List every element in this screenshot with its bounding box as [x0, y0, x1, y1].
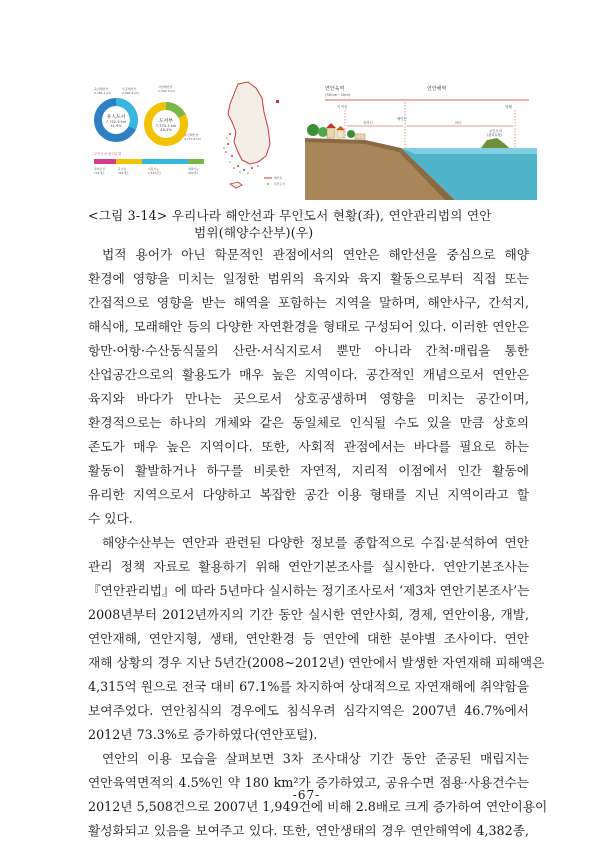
svg-text:134개소: 134개소	[94, 171, 105, 175]
label-land-line: 육역선	[363, 121, 373, 125]
svg-text:준보전: 준보전	[118, 167, 127, 171]
caption-line-1: <그림 3-14> 우리나라 해안선과 무인도서 현황(좌), 연안관리법의 연안	[88, 208, 492, 223]
p3-line: 활성화되고 있음을 보여주고 있다. 또한, 연안생태의 경우 연안해역에 4,382종,	[88, 823, 529, 838]
p2-line: 2008년부터 2012년까지의 기간 동안 실시한 연안사회, 경제, 연안이용, 개발,	[88, 607, 529, 622]
donut-mainland	[94, 86, 139, 138]
svg-text:절대보전: 절대보전	[94, 167, 105, 171]
p2-line: 4,315억 원으로 전국 대비 67.1%를 차지하여 상대적으로 자연재해에 취약함을	[88, 679, 529, 694]
p3-line: 연안의 이용 모습을 살펴보면 3차 조사대상 기간 동안 준공된 매립지는	[102, 751, 529, 766]
donut1-label: 유人도서	[106, 115, 126, 120]
label-cadastral-line: 지적선	[337, 105, 348, 109]
p2-line: 『연안관리법』에 따라 5년마다 실시하는 정기조사로서 ‘제3차 연안기본조사’는	[88, 583, 530, 598]
p1-line: 유리한 지역으로서 다양하고 복잡한 공간 이용 형태를 지닌 지역이라고 할	[88, 487, 529, 502]
p1-line: 활동이 활발하거나 하구를 비롯한 자연적, 지리적 이점에서 인간 활동에	[88, 463, 529, 478]
p3-line: 연안육역면적의 4.5%인 약 180 km²가 증가하였고, 공유수면 점용·사용건수는	[88, 775, 529, 790]
svg-text:2,992.4 km: 2,992.4 km	[122, 91, 140, 95]
svg-text:1,302.3 km: 1,302.3 km	[158, 89, 176, 93]
figure-coastline-status	[88, 78, 298, 196]
island-management-bar	[94, 159, 204, 175]
svg-text:무인도서: 무인도서	[489, 129, 503, 133]
p2-line: 보여주었다. 연안침식의 경우에도 침식우려 심각지역은 2007년 46.7%에서	[88, 703, 529, 718]
p1-line: 해식애, 모래해안 등의 다양한 자연환경을 형태로 구성되어 있다. 이러한 연안은	[88, 319, 529, 334]
p1-line: 수 있다.	[88, 511, 133, 526]
coastline-infographic	[88, 78, 298, 196]
caption-line-2: 범위(해양수산부)(우)	[194, 225, 314, 240]
p3-line: 2012년 5,508건으로 2007년 1,949건에 비해 2.8배로 크게 증가하여 연안이용이	[88, 799, 548, 814]
donut-islands	[148, 84, 201, 142]
p2-line: 2012년 73.3%로 증가하였다(연안포털).	[88, 727, 318, 742]
svg-text:334개소: 334개소	[188, 171, 199, 175]
p1-line: 간접적으로 영향을 받는 해역을 포함하는 지역을 말하며, 해안사구, 간석지,	[88, 295, 529, 310]
svg-text:554개소: 554개소	[118, 171, 129, 175]
svg-text:자연해안선: 자연해안선	[158, 85, 173, 89]
donut1-pct: 31.9%	[110, 124, 122, 128]
p2-line: 해양수산부는 연안과 관련된 다양한 정보를 종합적으로 수집·분석하여 연안	[102, 535, 529, 550]
label-coastal-sea: 연안해역	[427, 86, 447, 92]
page-number: -67-	[292, 788, 321, 802]
donut2-label: 도서부	[159, 119, 173, 124]
donut2-value: 7,374.3 km	[155, 124, 177, 128]
p1-line: 육지와 바다가 만나는 곳으로서 상호공생하며 영향을 미치는 공간이며,	[88, 391, 529, 406]
svg-text:인공해안선: 인공해안선	[122, 87, 137, 91]
svg-text:이용가능: 이용가능	[148, 167, 159, 171]
p1-line: 존도가 매우 높은 지역이다. 또한, 사회적 관점에서는 바다를 필요로 하는	[88, 439, 529, 454]
p2-line: 재해 상황의 경우 지난 5년간(2008~2012년) 연안에서 발생한 자연재해 피해액은	[88, 655, 545, 670]
figure-coastal-zone-range	[305, 82, 537, 200]
paragraph-1	[88, 243, 529, 531]
label-shoreline: 해안선	[397, 117, 407, 121]
svg-text:개발가능: 개발가능	[188, 167, 199, 171]
donut2-pct: 48.3%	[160, 128, 172, 132]
label-sea: 바다	[455, 121, 462, 125]
bar-title: 무인도서 관리유형	[94, 152, 122, 156]
p1-line: 항만·어항·수산동식물의 산란·서식지로서 뿐만 아니라 간척·매립을 통한	[88, 343, 529, 358]
donut1-value: 7,752.3 km	[105, 120, 127, 124]
p1-line: 환경에 영향을 미치는 일정한 범위의 육지와 육지 활동으로부터 직접 또는	[88, 271, 529, 286]
coastal-zone-diagram	[305, 82, 537, 200]
svg-text:유인해안선: 유인해안선	[184, 133, 199, 137]
label-coastal-land: 연안육역	[325, 86, 345, 92]
label-territorial-sea: 영해	[505, 105, 512, 109]
body-text	[88, 243, 548, 843]
legend-coastline: 해안선	[274, 176, 283, 180]
paragraph-2	[88, 531, 545, 747]
korea-map	[223, 82, 285, 188]
svg-text:1,547개소: 1,547개소	[148, 171, 162, 175]
svg-text:2,794.1 km: 2,794.1 km	[94, 91, 112, 95]
svg-text:육지해안선: 육지해안선	[94, 87, 109, 91]
coast-village	[307, 123, 365, 139]
svg-text:(관리유형): (관리유형)	[487, 133, 502, 137]
p2-line: 연안재해, 연안지형, 생태, 연안환경 등 연안에 대한 분야별 조사이다. 연안	[88, 631, 529, 646]
p1-line: 법적 용어가 아닌 학문적인 관점에서의 연안은 해안선을 중심으로 해양	[102, 247, 529, 262]
p2-line: 관리 정책 자료로 활용하기 위해 연안기본조사를 실시한다. 연안기본조사는	[88, 559, 529, 574]
legend-islands: 무인도서	[274, 182, 285, 186]
p1-line: 환경적으로는 하나의 개체와 같은 동일체로 인식될 수도 있을 만큼 상호의	[88, 415, 529, 430]
label-land-range: (500m~1km)	[325, 92, 351, 97]
uninhabited-island	[481, 128, 509, 148]
p1-line: 산업공간으로의 활용도가 매우 높은 지역이다. 공간적인 개념으로서 연안은	[88, 367, 529, 382]
figure-caption	[88, 207, 538, 241]
svg-text:4,777.8 km: 4,777.8 km	[184, 137, 202, 141]
